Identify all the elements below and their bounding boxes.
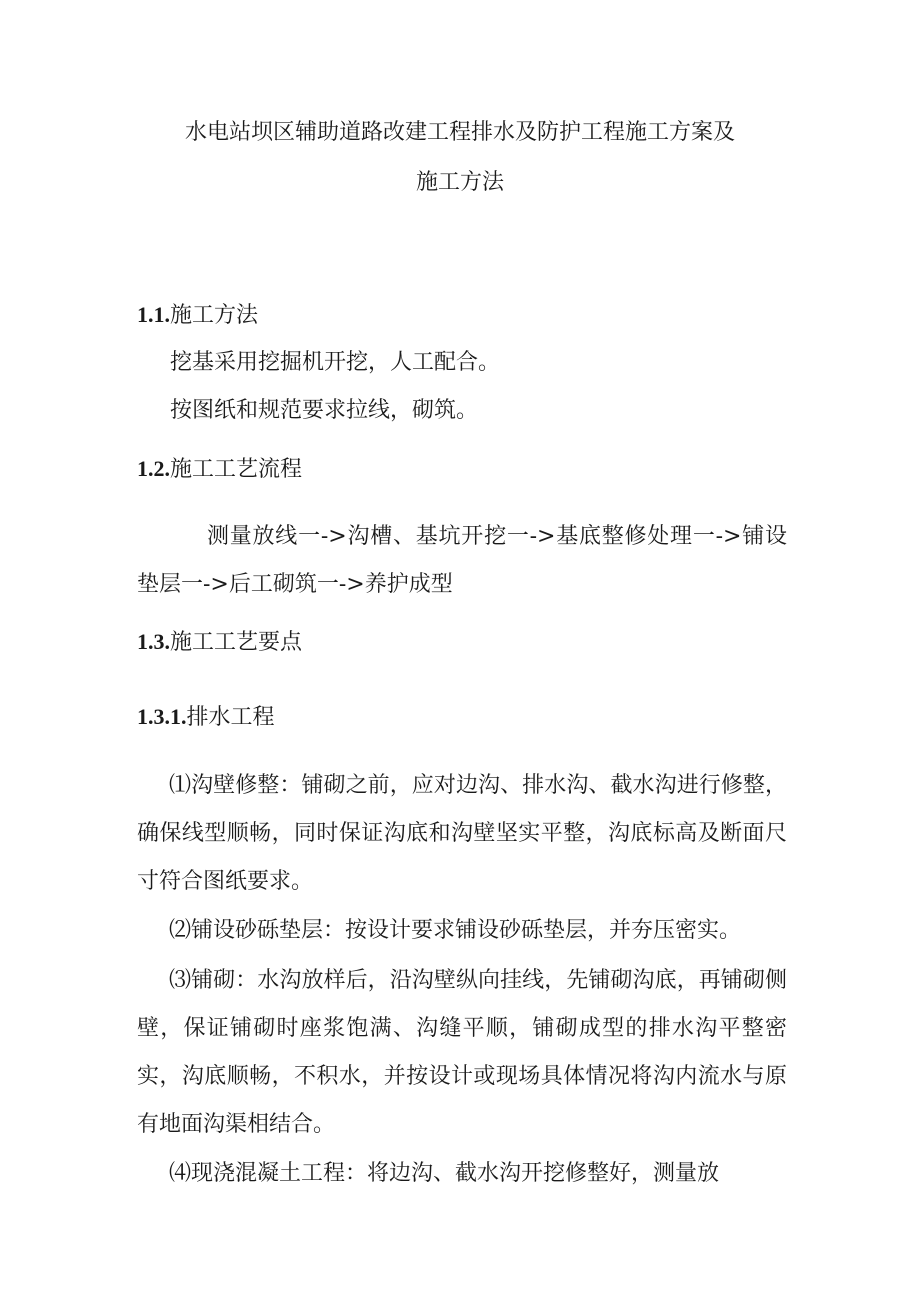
section-number: 1.3. [137, 629, 170, 654]
section-title: 施工方法 [170, 303, 259, 328]
section-number: 1.3.1. [137, 704, 187, 729]
section-heading-1-3 [137, 627, 302, 658]
section-title: 施工工艺流程 [170, 457, 303, 482]
document-title-line-1: 水电站坝区辅助道路改建工程排水及防护工程施工方案及 [184, 120, 735, 145]
list-item-4: ⑷现浇混凝土工程：将边沟、截水沟开挖修整好，测量放 [169, 1161, 720, 1186]
list-item-1: ⑴沟壁修整：铺砌之前，应对边沟、排水沟、截水沟进行修整，确保线型顺畅，同时保证沟底和沟壁坚实平整，沟底标高及断面尺寸符合图纸要求。 [137, 773, 787, 894]
list-item-2: ⑵铺设砂砾垫层：按设计要求铺设砂砾垫层，并夯压密实。 [169, 918, 742, 943]
paragraph-excavation: 挖基采用挖掘机开挖，人工配合。 [170, 350, 501, 375]
list-item-3: ⑶铺砌：水沟放样后，沿沟壁纵向挂线，先铺砌沟底，再铺砌侧壁，保证铺砌时座浆饱满、沟缝平顺，铺砌成型的排水沟平整密实，沟底顺畅，不积水，并按设计或现场具体情况将沟内流水与原有地面沟渠相结合。 [137, 968, 787, 1137]
section-number: 1.2. [137, 456, 170, 481]
section-number: 1.1. [137, 302, 170, 327]
paragraph-masonry: 按图纸和规范要求拉线，砌筑。 [170, 398, 479, 423]
document-title-line-2: 施工方法 [415, 170, 504, 195]
section-heading-1-2 [137, 454, 302, 485]
section-title: 排水工程 [186, 705, 275, 730]
section-heading-1-3-1 [137, 702, 275, 733]
section-heading-1-1 [137, 300, 258, 331]
section-title: 施工工艺要点 [170, 630, 303, 655]
paragraph-process-flow: 测量放线一->沟槽、基坑开挖一->基底整修处理一->铺设垫层一->后工砌筑一->养护成型 [137, 524, 787, 597]
